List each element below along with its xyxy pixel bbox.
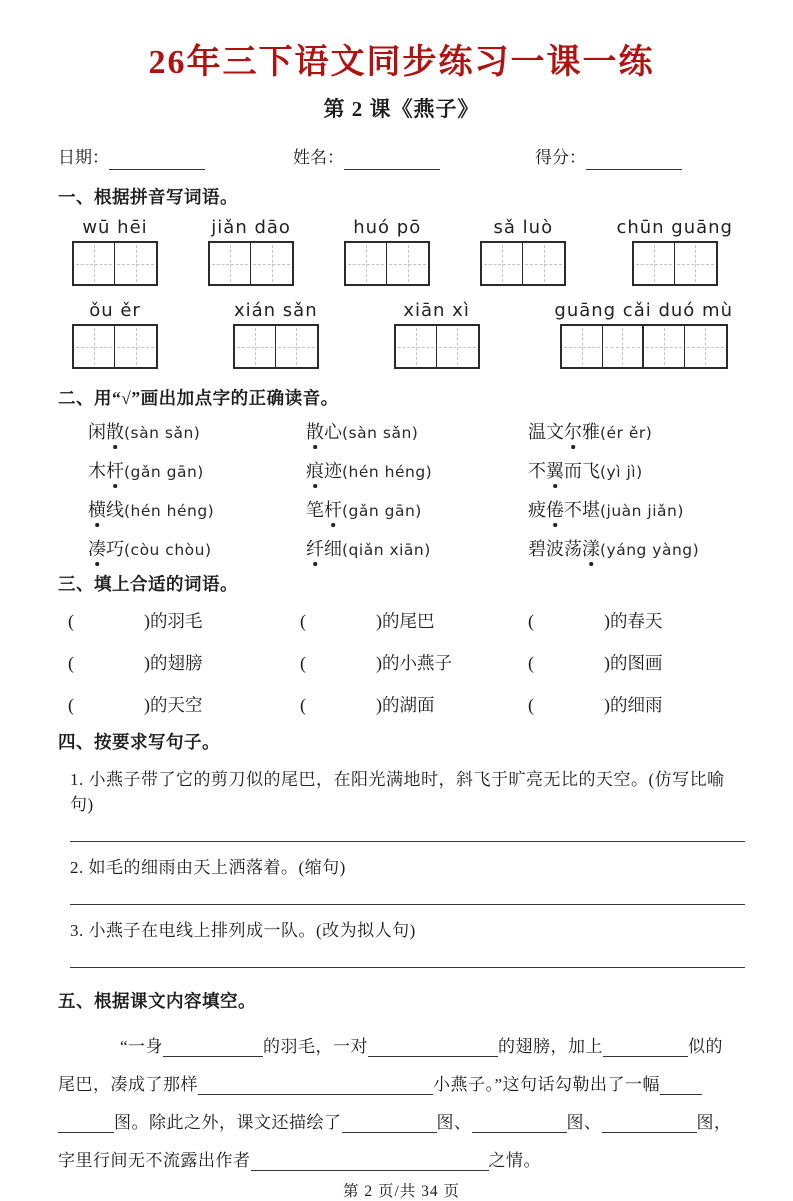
word-text xyxy=(306,422,342,442)
writing-grid-box[interactable] xyxy=(344,241,430,286)
close-paren: ) xyxy=(144,611,150,631)
word-item xyxy=(88,535,306,561)
word-char: 木 xyxy=(88,461,106,481)
open-paren: ( xyxy=(300,653,306,673)
word-text xyxy=(528,422,600,442)
grid-cell[interactable] xyxy=(74,243,115,284)
grid-cell[interactable] xyxy=(675,243,716,284)
word-char: 线 xyxy=(106,500,124,520)
word-item xyxy=(528,496,745,522)
field-label: 日期： xyxy=(58,148,109,167)
cloze-text: 图。除此之外，课文还描绘了 xyxy=(114,1113,342,1132)
cloze-text: 图、 xyxy=(566,1113,602,1132)
section-5-heading: 五、根据课文内容填空。 xyxy=(58,991,256,1011)
header-field xyxy=(535,143,682,170)
pinyin-options[interactable]: (sàn sǎn) xyxy=(124,424,201,442)
close-paren: ) xyxy=(604,653,610,673)
writing-grid-box[interactable] xyxy=(632,241,718,286)
fill-word-item xyxy=(68,692,300,717)
header-field xyxy=(58,143,205,170)
cloze-text: 的翅膀，加上 xyxy=(498,1037,604,1056)
pinyin-label: jiǎn dāo xyxy=(211,217,291,238)
pinyin-options[interactable]: (qiǎn xiān) xyxy=(342,541,431,559)
pinyin-word-item xyxy=(480,217,566,286)
fill-word-item xyxy=(68,650,300,675)
section-4-heading: 四、按要求写句子。 xyxy=(58,732,220,752)
pinyin-options[interactable]: (ér ěr) xyxy=(600,424,653,442)
dotted-char: 翼 xyxy=(546,457,564,483)
word-item xyxy=(306,535,528,561)
cloze-blank[interactable] xyxy=(472,1113,567,1133)
header-fields xyxy=(58,143,745,170)
dotted-char: 横 xyxy=(88,496,106,522)
page-subtitle: 第 2 课《燕子》 xyxy=(323,97,480,121)
field-blank[interactable] xyxy=(586,150,682,170)
cloze-blank[interactable] xyxy=(660,1075,702,1095)
section-2-heading: 二、用“√”画出加点字的正确读音。 xyxy=(58,388,339,408)
close-paren: ) xyxy=(376,611,382,631)
pinyin-label: wū hēi xyxy=(82,217,148,238)
fill-suffix: 的天空 xyxy=(150,695,203,715)
cloze-text: 小燕子。”这句话勾勒出了一幅 xyxy=(433,1075,661,1094)
word-char: 细 xyxy=(324,539,342,559)
close-paren: ) xyxy=(376,695,382,715)
word-item xyxy=(528,418,745,444)
fill-word-item xyxy=(300,692,528,717)
grid-cell[interactable] xyxy=(74,326,115,367)
word-text xyxy=(88,422,124,442)
cloze-line xyxy=(58,1135,745,1173)
dotted-char: 纤 xyxy=(306,535,324,561)
fill-suffix: 的湖面 xyxy=(382,695,435,715)
writing-grid-box[interactable] xyxy=(233,324,319,369)
open-paren: ( xyxy=(68,653,74,673)
open-paren: ( xyxy=(528,611,534,631)
pinyin-options[interactable]: (gǎn gān) xyxy=(124,463,204,481)
grid-cell[interactable] xyxy=(562,326,603,367)
grid-cell[interactable] xyxy=(210,243,251,284)
pinyin-row-2 xyxy=(72,300,733,369)
cloze-text: 尾巴，凑成了那样 xyxy=(58,1075,198,1094)
word-char: 闲 xyxy=(88,422,106,442)
open-paren: ( xyxy=(68,695,74,715)
pinyin-options[interactable]: (hén héng) xyxy=(124,502,215,520)
pinyin-word-item xyxy=(394,300,480,369)
word-item xyxy=(306,418,528,444)
word-grid xyxy=(88,418,745,561)
grid-cell[interactable] xyxy=(235,326,276,367)
cloze-text: 之情。 xyxy=(488,1151,541,1170)
pinyin-label: xián sǎn xyxy=(233,300,318,321)
pinyin-word-item xyxy=(233,300,319,369)
close-paren: ) xyxy=(604,695,610,715)
answer-line[interactable] xyxy=(70,841,745,842)
page-title: 26年三下语文同步练习一课一练 xyxy=(148,44,655,81)
pinyin-word-item xyxy=(208,217,294,286)
word-char: 而 xyxy=(564,461,582,481)
fill-suffix: 的羽毛 xyxy=(150,611,203,631)
pinyin-options[interactable]: (yáng yàng) xyxy=(600,541,700,559)
dotted-char: 尔 xyxy=(564,418,582,444)
dotted-char: 痕 xyxy=(306,457,324,483)
cloze-blank[interactable] xyxy=(251,1151,489,1171)
open-paren: ( xyxy=(300,695,306,715)
pinyin-options[interactable]: (hén héng) xyxy=(342,463,433,481)
pinyin-options[interactable]: (gǎn gān) xyxy=(342,502,422,520)
fill-word-item xyxy=(68,608,300,633)
writing-grid-box[interactable] xyxy=(72,324,158,369)
fill-suffix: 的尾巴 xyxy=(382,611,435,631)
grid-cell[interactable] xyxy=(276,326,317,367)
word-text xyxy=(306,500,342,520)
fill-suffix: 的细雨 xyxy=(610,695,663,715)
word-char: 心 xyxy=(324,422,342,442)
close-paren: ) xyxy=(376,653,382,673)
cloze-text: 字里行间无不流露出作者 xyxy=(58,1151,251,1170)
word-char: 巧 xyxy=(106,539,124,559)
grid-cell[interactable] xyxy=(346,243,387,284)
cloze-blank[interactable] xyxy=(198,1075,433,1095)
cloze-line xyxy=(58,1059,745,1097)
word-item xyxy=(88,496,306,522)
answer-line[interactable] xyxy=(70,967,745,968)
writing-grid-box[interactable] xyxy=(480,241,566,286)
field-label: 姓名： xyxy=(293,148,344,167)
dotted-char: 杆 xyxy=(106,457,124,483)
grid-cell[interactable] xyxy=(437,326,478,367)
word-char: 荡 xyxy=(564,539,582,559)
cloze-text: 图、 xyxy=(436,1113,472,1132)
grid-cell[interactable] xyxy=(387,243,428,284)
pinyin-label: xiān xì xyxy=(403,300,470,321)
grid-cell[interactable] xyxy=(644,326,685,367)
word-item xyxy=(306,496,528,522)
word-item xyxy=(88,418,306,444)
page-footer: 第 2 页/共 34 页 xyxy=(342,1183,461,1200)
word-char: 文 xyxy=(546,422,564,442)
sentence-item: 1. 小燕子带了它的剪刀似的尾巴，在阳光满地时，斜飞于旷亮无比的天空。(仿写比喻句) xyxy=(70,770,725,814)
grid-cell[interactable] xyxy=(115,326,156,367)
word-char: 堪 xyxy=(582,500,600,520)
fill-word-item xyxy=(300,650,528,675)
cloze-text: 似的 xyxy=(688,1037,724,1056)
field-blank[interactable] xyxy=(109,150,205,170)
pinyin-word-item xyxy=(554,300,733,369)
word-char: 迹 xyxy=(324,461,342,481)
pinyin-options[interactable]: (còu chòu) xyxy=(124,541,212,559)
dotted-char: 散 xyxy=(106,418,124,444)
word-text xyxy=(528,539,600,559)
grid-cell[interactable] xyxy=(685,326,726,367)
cloze-block xyxy=(58,1021,745,1173)
open-paren: ( xyxy=(68,611,74,631)
close-paren: ) xyxy=(144,695,150,715)
cloze-blank[interactable] xyxy=(368,1037,498,1057)
pinyin-options[interactable]: (sàn sǎn) xyxy=(342,424,419,442)
cloze-blank[interactable] xyxy=(163,1037,263,1057)
cloze-line xyxy=(58,1021,745,1059)
word-char: 碧 xyxy=(528,539,546,559)
section-3-heading: 三、填上合适的词语。 xyxy=(58,574,238,594)
close-paren: ) xyxy=(604,611,610,631)
word-text xyxy=(88,539,124,559)
pinyin-word-item xyxy=(616,217,733,286)
grid-cell[interactable] xyxy=(396,326,437,367)
dotted-char: 杆 xyxy=(324,496,342,522)
cloze-blank[interactable] xyxy=(603,1037,688,1057)
grid-cell[interactable] xyxy=(482,243,523,284)
cloze-text: “一身 xyxy=(120,1037,164,1056)
dotted-char: 倦 xyxy=(546,496,564,522)
fill-grid xyxy=(68,608,745,717)
pinyin-word-item xyxy=(344,217,430,286)
word-char: 不 xyxy=(564,500,582,520)
word-text xyxy=(88,500,124,520)
sentence-list xyxy=(58,754,745,968)
word-text xyxy=(88,461,124,481)
dotted-char: 漾 xyxy=(582,535,600,561)
field-label: 得分： xyxy=(535,148,586,167)
dotted-char: 凑 xyxy=(88,535,106,561)
word-item xyxy=(88,457,306,483)
word-char: 疲 xyxy=(528,500,546,520)
open-paren: ( xyxy=(300,611,306,631)
word-text xyxy=(306,539,342,559)
pinyin-label: chūn guāng xyxy=(616,217,733,238)
field-blank[interactable] xyxy=(344,150,440,170)
word-char: 波 xyxy=(546,539,564,559)
word-text xyxy=(528,500,600,520)
open-paren: ( xyxy=(528,653,534,673)
grid-cell[interactable] xyxy=(603,326,644,367)
sentence-item: 2. 如毛的细雨由天上洒落着。(缩句) xyxy=(70,858,346,877)
sentence-item: 3. 小燕子在电线上排列成一队。(改为拟人句) xyxy=(70,921,416,940)
pinyin-word-item xyxy=(72,217,158,286)
cloze-blank[interactable] xyxy=(342,1113,437,1133)
cloze-line xyxy=(58,1097,745,1135)
fill-suffix: 的春天 xyxy=(610,611,663,631)
grid-cell[interactable] xyxy=(115,243,156,284)
word-text xyxy=(306,461,342,481)
fill-suffix: 的翅膀 xyxy=(150,653,203,673)
pinyin-label: ǒu ěr xyxy=(89,300,141,321)
open-paren: ( xyxy=(528,695,534,715)
writing-grid-box[interactable] xyxy=(394,324,480,369)
pinyin-label: guāng cǎi duó mù xyxy=(554,300,733,321)
grid-cell[interactable] xyxy=(251,243,292,284)
cloze-text: 的羽毛，一对 xyxy=(263,1037,369,1056)
cloze-blank[interactable] xyxy=(58,1113,114,1133)
close-paren: ) xyxy=(144,653,150,673)
word-char: 飞 xyxy=(582,461,600,481)
writing-grid-box[interactable] xyxy=(72,241,158,286)
writing-grid-box[interactable] xyxy=(208,241,294,286)
grid-cell[interactable] xyxy=(523,243,564,284)
grid-cell[interactable] xyxy=(634,243,675,284)
pinyin-options[interactable]: (juàn jiǎn) xyxy=(600,502,684,520)
dotted-char: 散 xyxy=(306,418,324,444)
fill-word-item xyxy=(528,650,745,675)
answer-line[interactable] xyxy=(70,904,745,905)
fill-word-item xyxy=(528,692,745,717)
pinyin-options[interactable]: (yì jì) xyxy=(600,463,643,481)
writing-grid-box[interactable] xyxy=(560,324,728,369)
word-text xyxy=(528,461,600,481)
fill-word-item xyxy=(300,608,528,633)
fill-suffix: 的小燕子 xyxy=(382,653,452,673)
cloze-blank[interactable] xyxy=(602,1113,697,1133)
pinyin-word-item xyxy=(72,300,158,369)
pinyin-label: huó pō xyxy=(353,217,422,238)
cloze-text: 图， xyxy=(696,1113,732,1132)
word-char: 笔 xyxy=(306,500,324,520)
word-char: 雅 xyxy=(582,422,600,442)
pinyin-row-1 xyxy=(72,217,733,286)
pinyin-label: sǎ luò xyxy=(493,217,554,238)
section-1-heading: 一、根据拼音写词语。 xyxy=(58,187,238,207)
fill-word-item xyxy=(528,608,745,633)
header-field xyxy=(293,143,440,170)
word-item xyxy=(528,457,745,483)
word-char: 不 xyxy=(528,461,546,481)
word-item xyxy=(528,535,745,561)
word-item xyxy=(306,457,528,483)
word-char: 温 xyxy=(528,422,546,442)
fill-suffix: 的图画 xyxy=(610,653,663,673)
